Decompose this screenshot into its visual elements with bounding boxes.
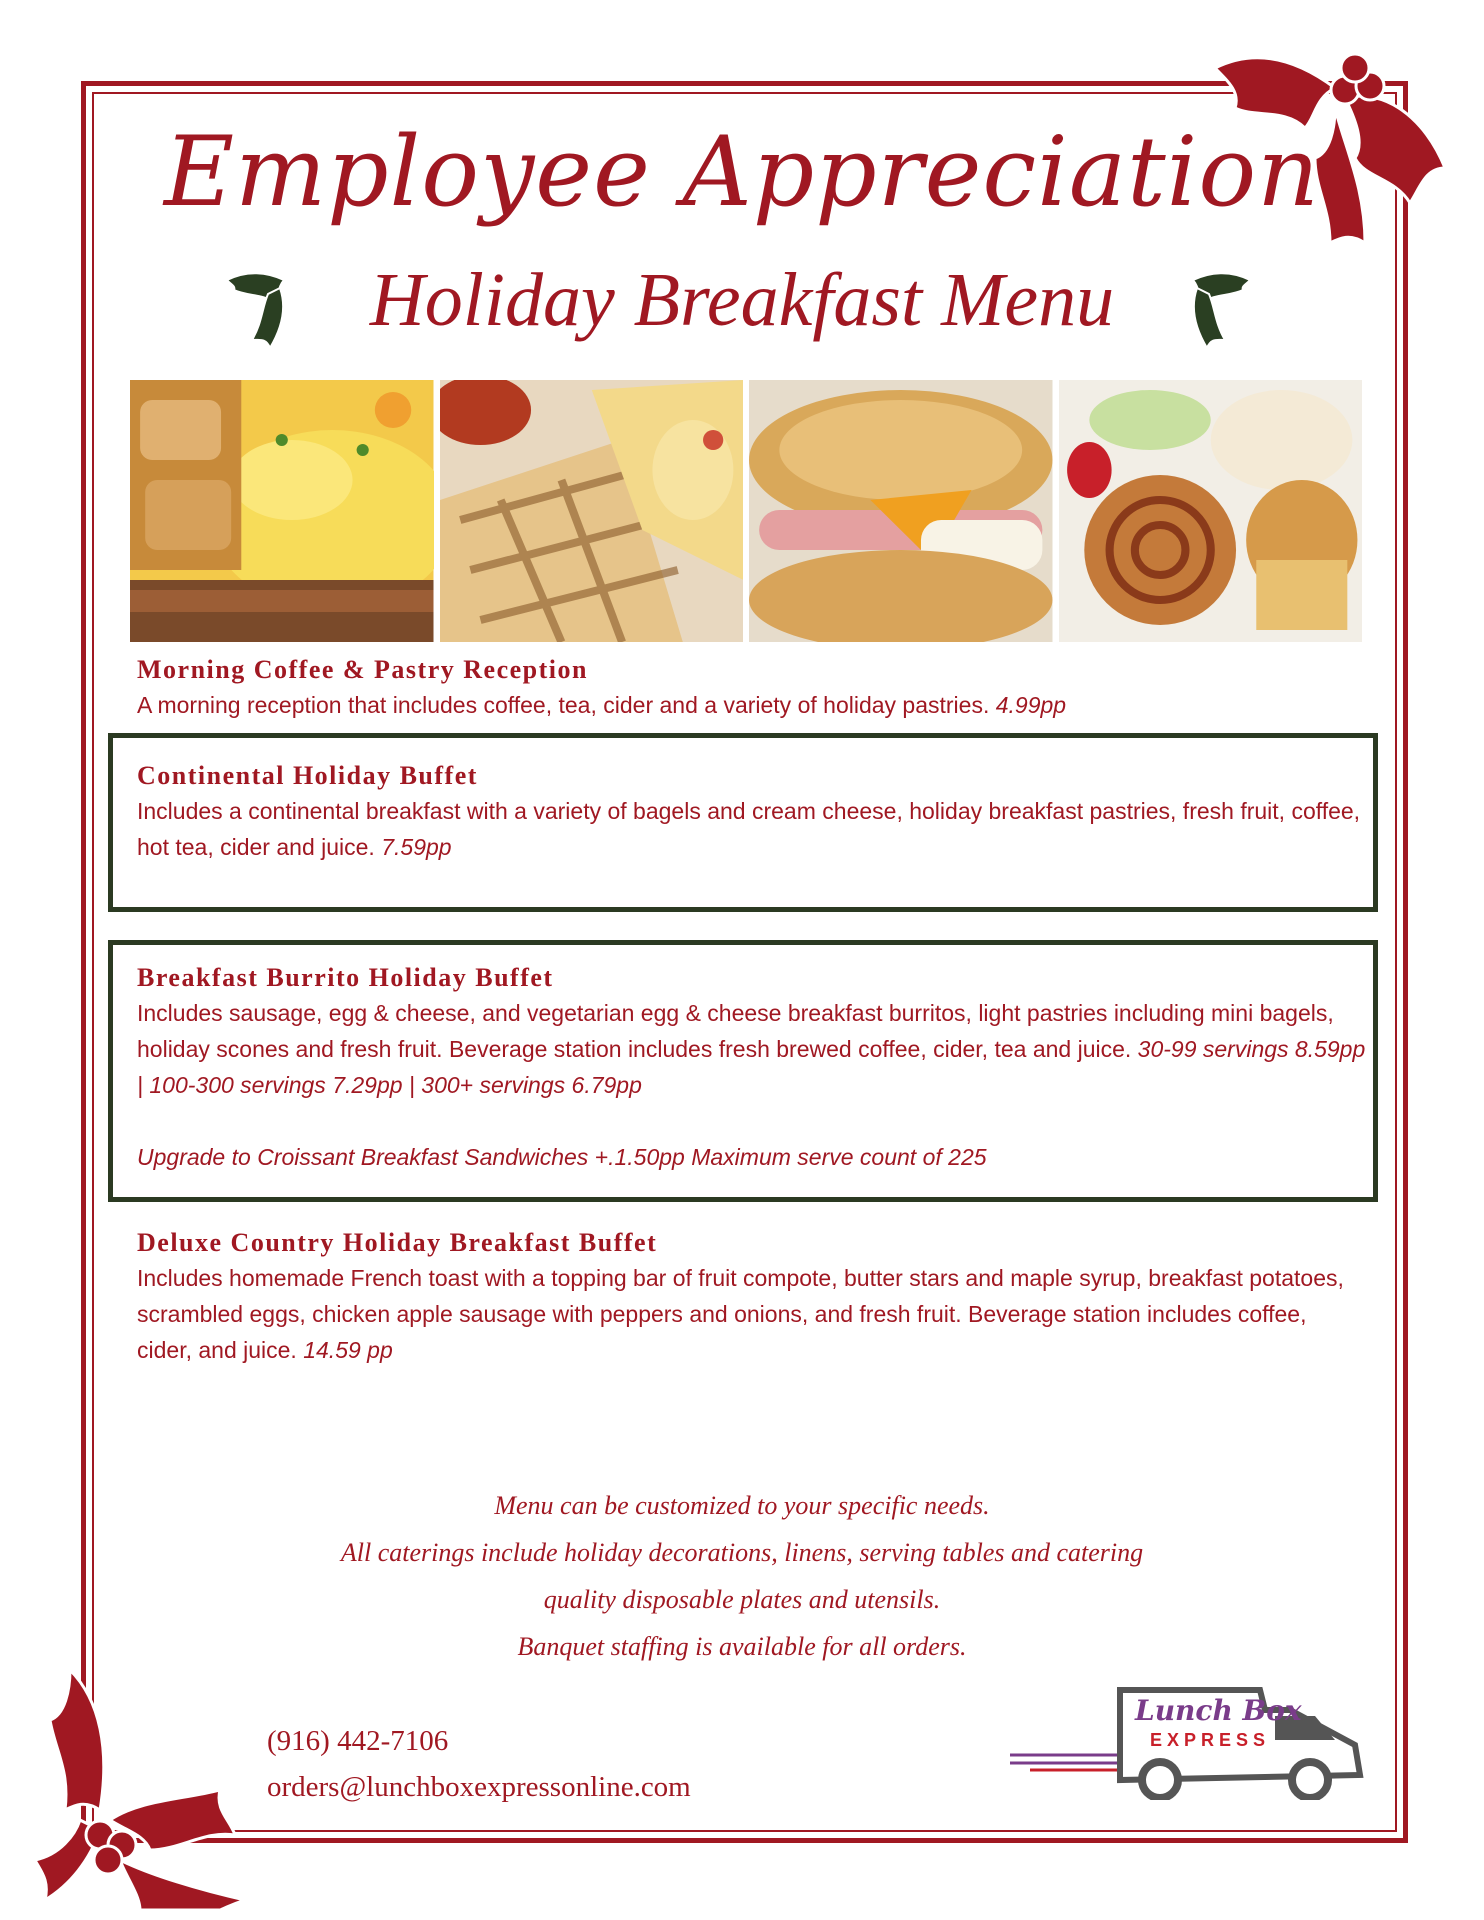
menu-item-description: Includes a continental breakfast with a variety of bagels and cream cheese, holiday breakfast pastries, fresh fruit, coffee, hot tea, cider and juice. 7.59pp [137, 798, 1361, 860]
pastries-fruit-photo [1059, 380, 1363, 642]
menu-item-price: 14.59 pp [303, 1337, 393, 1363]
menu-item-deluxe-country [137, 1226, 1367, 1368]
croissant-sandwich-photo [749, 380, 1053, 642]
note-line: Menu can be customized to your specific needs. [494, 1491, 990, 1520]
menu-item-burrito [137, 961, 1367, 1175]
note-line: All caterings include holiday decorations, linens, serving tables and catering [340, 1538, 1144, 1567]
note-line: Banquet staffing is available for all orders. [517, 1632, 967, 1661]
menu-item-description: Includes homemade French toast with a topping bar of fruit compote, butter stars and maple syrup, breakfast potatoes, scrambled eggs, chicken apple sausage with peppers and onions, and fresh fruit. Beverage station includes coffee, cider, and juice. 14.59 pp [137, 1265, 1344, 1363]
menu-item-title: Continental Holiday Buffet [137, 761, 478, 790]
menu-item-title: Breakfast Burrito Holiday Buffet [137, 963, 554, 992]
holly-corner-bottom-icon [30, 1660, 270, 1910]
menu-item-title: Morning Coffee & Pastry Reception [137, 655, 588, 684]
logo-line1: Lunch Box [1135, 1694, 1302, 1727]
note-line: quality disposable plates and utensils. [543, 1585, 941, 1614]
footer-notes [0, 1482, 1484, 1670]
menu-item-morning-coffee [137, 653, 1367, 723]
menu-item-price: 4.99pp [995, 692, 1067, 718]
page-subtitle: Holiday Breakfast Menu [369, 258, 1115, 342]
menu-item-price: 7.59pp [381, 834, 452, 860]
breakfast-burrito-photo [440, 380, 744, 642]
menu-item-price: 30-99 servings 8.59pp | 100-300 servings 7.29pp | 300+ servings 6.79pp [137, 1036, 1366, 1098]
page-title: Employee Appreciation [164, 116, 1320, 228]
contact-email[interactable]: orders@lunchboxexpressonline.com [267, 1771, 691, 1803]
contact-phone[interactable]: (916) 442-7106 [267, 1725, 449, 1757]
contact-info [267, 1718, 691, 1810]
photo-strip [130, 380, 1362, 642]
scrambled-eggs-potatoes-sausage-photo [130, 380, 434, 642]
menu-item-description: A morning reception that includes coffee, tea, cider and a variety of holiday pastries. 4.99pp [137, 692, 1067, 718]
logo-line2: EXPRESS [1150, 1730, 1271, 1750]
menu-item-upgrade: Upgrade to Croissant Breakfast Sandwiches +.1.50pp Maximum serve count of 225 [137, 1144, 987, 1170]
menu-item-title: Deluxe Country Holiday Breakfast Buffet [137, 1228, 658, 1257]
lunch-box-express-logo [1010, 1680, 1370, 1800]
menu-item-description: Includes sausage, egg & cheese, and vegetarian egg & cheese breakfast burritos, light pastries including mini bagels, holiday scones and fresh fruit. Beverage station includes fresh brewed coffee, cider, tea and juice. 30-99 servings 8.59pp | 100-300 servings 7.29pp | 300+ servings 6.79pp [137, 1000, 1366, 1098]
menu-item-continental [137, 759, 1367, 865]
